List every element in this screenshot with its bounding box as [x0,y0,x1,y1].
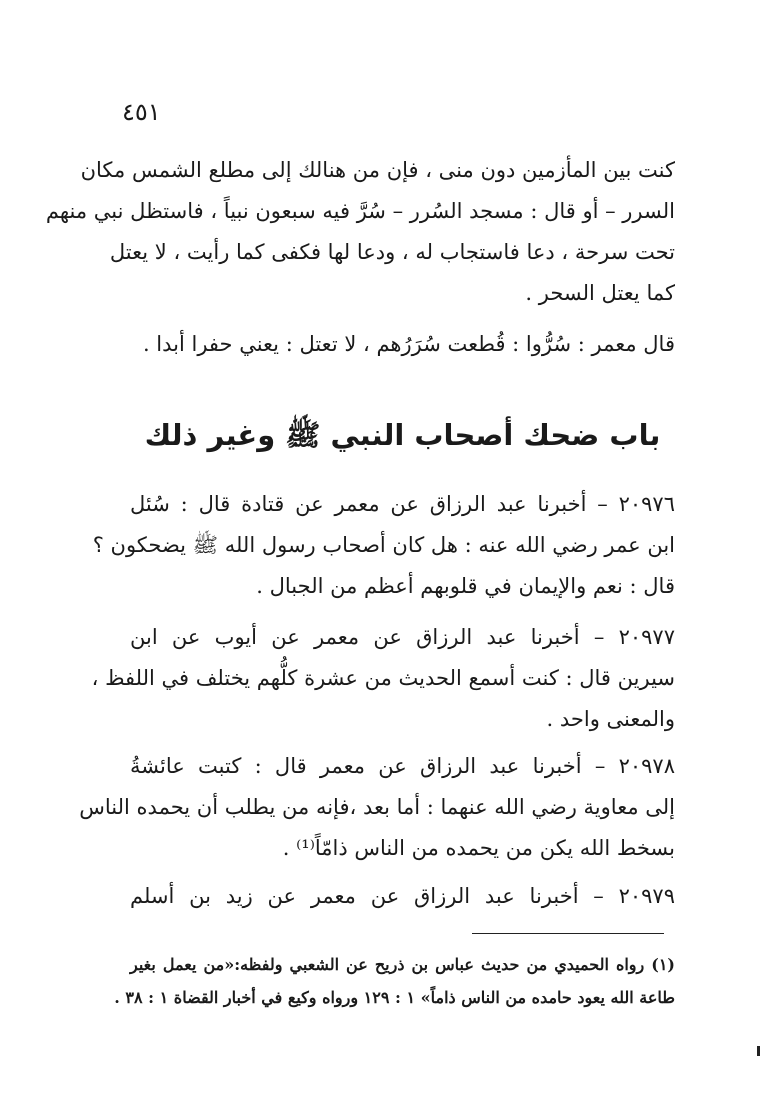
text-line: ٢٠٩٧٧ – أخبرنا عبد الرزاق عن معمر عن أيوب عن ابن [130,625,675,649]
text-line: ٢٠٩٧٩ – أخبرنا عبد الرزاق عن معمر عن زيد بن أسلم [130,884,675,908]
text-line: سيرين قال : كنت أسمع الحديث من عشرة كلُّهم يختلف في اللفظ ، [91,666,675,690]
text-line: السرر – أو قال : مسجد السُرر – سُرَّ فيه سبعون نبياً ، فاستظل نبي منهم [45,199,675,223]
passage-continuation [45,150,675,314]
page-number: ٤٥١ [122,98,161,126]
footnote-line: (١) رواه الحميدي من حديث عباس بن ذريح عن الشعبي ولفظه:«من يعمل بغير [130,955,675,974]
text-line: ابن عمر رضي الله عنه : هل كان أصحاب رسول الله ﷺ يضحكون ؟ [92,533,675,557]
text-line: والمعنى واحد . [546,707,675,731]
chapter-heading: باب ضحك أصحاب النبي ﷺ وغير ذلك [144,418,661,452]
text-line: كنت بين المأزمين دون منى ، فإن من هنالك إلى مطلع الشمس مكان [80,158,675,182]
text-line: كما يعتل السحر . [525,281,675,305]
text-line: قال : نعم والإيمان في قلوبهم أعظم من الجبال . [256,574,675,598]
text-line: ٢٠٩٧٨ – أخبرنا عبد الرزاق عن معمر قال : كتبت عائشةُ [130,754,675,778]
footnotes [114,948,675,1014]
text-line: إلى معاوية رضي الله عنهما : أما بعد ،فإنه من يطلب أن يحمده الناس [79,795,675,819]
commentary-paragraph [130,324,675,365]
footnote-line: طاعة الله يعود حامده من الناس ذاماً» ١ : ١٢٩ ورواه وكيع في أخبار القضاة ١ : ٣٨ . [114,988,675,1007]
hadith-20978 [79,746,675,869]
hadith-20977 [91,617,675,740]
hadith-20979 [130,876,675,917]
text-line: قال معمر : سُرُّوا : قُطعت سُرَرُهم ، لا تعتل : يعني حفرا أبدا . [142,332,675,356]
hadith-20976 [92,484,675,607]
text-line: بسخط الله يكن من يحمده من الناس ذامّاً⁽¹⁾ . [282,836,675,860]
text-line: ٢٠٩٧٦ – أخبرنا عبد الرزاق عن معمر عن قتادة قال : سُئل [130,492,675,516]
text-line: تحت سرحة ، دعا فاستجاب له ، ودعا لها فكفى كما رأيت ، لا يعتل [109,240,675,264]
margin-mark [757,1046,760,1056]
footnote-separator [472,933,664,934]
